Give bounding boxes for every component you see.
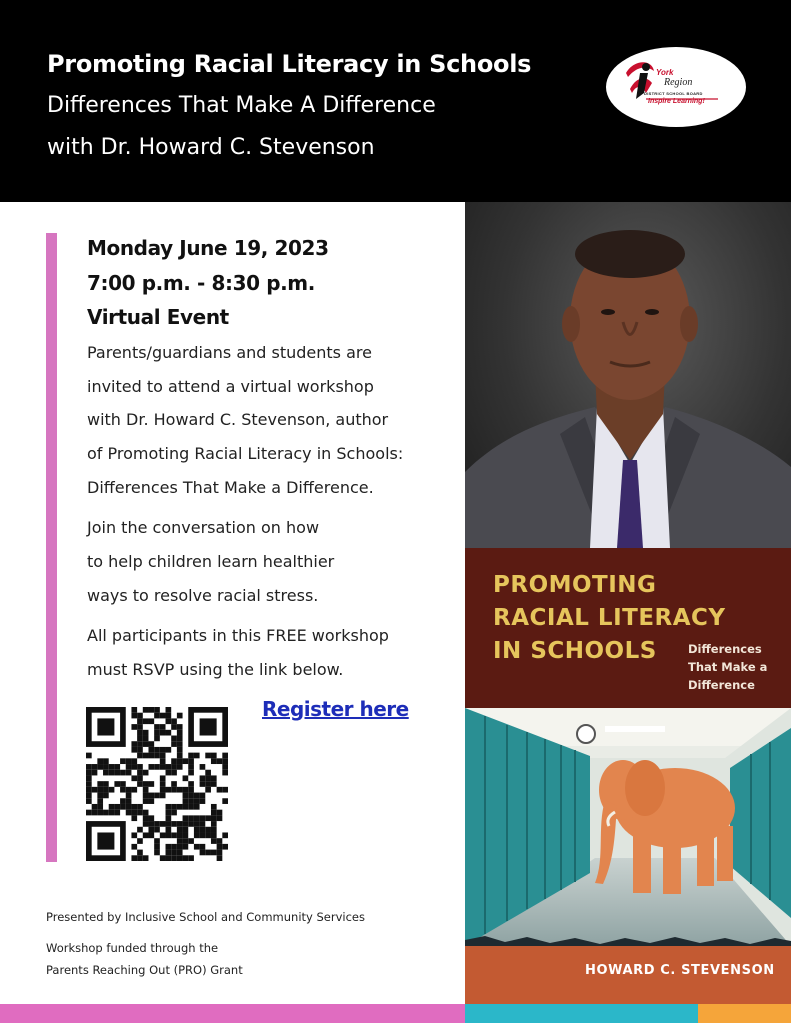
rsvp-line: must RSVP using the link below. bbox=[87, 660, 344, 679]
page-subtitle: Differences That Make A Difference bbox=[47, 93, 436, 118]
funding-text-line2: Parents Reaching Out (PRO) Grant bbox=[46, 963, 243, 977]
event-format: Virtual Event bbox=[87, 305, 229, 329]
logo-region-text: Region bbox=[664, 77, 693, 88]
book-cover-hallway-image bbox=[465, 708, 791, 946]
book-subtitle-line: That Make a bbox=[688, 660, 768, 674]
description-line: Differences That Make a Difference. bbox=[87, 478, 374, 497]
school-board-logo bbox=[606, 47, 746, 127]
accent-bar bbox=[46, 233, 57, 862]
bottom-stripe-teal bbox=[465, 1004, 698, 1023]
rsvp-qr-code[interactable] bbox=[86, 707, 228, 861]
speaker-photo bbox=[465, 202, 791, 548]
join-line: Join the conversation on how bbox=[87, 518, 320, 537]
bottom-stripe-orange bbox=[698, 1004, 791, 1023]
book-author: HOWARD C. STEVENSON bbox=[585, 963, 775, 978]
funding-text-line1: Workshop funded through the bbox=[46, 941, 219, 955]
description-line: Parents/guardians and students are bbox=[87, 343, 372, 362]
register-link[interactable]: Register here bbox=[262, 697, 409, 721]
bottom-stripe-pink bbox=[0, 1004, 465, 1023]
description-line: invited to attend a virtual workshop bbox=[87, 377, 374, 396]
book-subtitle-line: Difference bbox=[688, 678, 755, 692]
description-line: with Dr. Howard C. Stevenson, author bbox=[87, 410, 389, 429]
event-date: Monday June 19, 2023 bbox=[87, 236, 329, 260]
logo-board-text: DISTRICT SCHOOL BOARD bbox=[644, 91, 703, 96]
page-speaker-line: with Dr. Howard C. Stevenson bbox=[47, 135, 375, 160]
rsvp-line: All participants in this FREE workshop bbox=[87, 626, 389, 645]
description-line: of Promoting Racial Literacy in Schools: bbox=[87, 444, 404, 463]
event-time: 7:00 p.m. - 8:30 p.m. bbox=[87, 271, 315, 295]
header-banner bbox=[0, 0, 791, 202]
logo-tagline: Inspire Learning! bbox=[648, 98, 705, 105]
book-title-line: PROMOTING bbox=[493, 572, 657, 598]
join-line: to help children learn healthier bbox=[87, 552, 335, 571]
logo-york-text: York bbox=[656, 68, 674, 77]
page-title: Promoting Racial Literacy in Schools bbox=[47, 50, 532, 78]
book-subtitle-line: Differences bbox=[688, 642, 762, 656]
book-title-line: RACIAL LITERACY bbox=[493, 605, 726, 631]
presented-by-text: Presented by Inclusive School and Community Services bbox=[46, 910, 365, 924]
book-title-line: IN SCHOOLS bbox=[493, 638, 657, 664]
join-line: ways to resolve racial stress. bbox=[87, 586, 319, 605]
